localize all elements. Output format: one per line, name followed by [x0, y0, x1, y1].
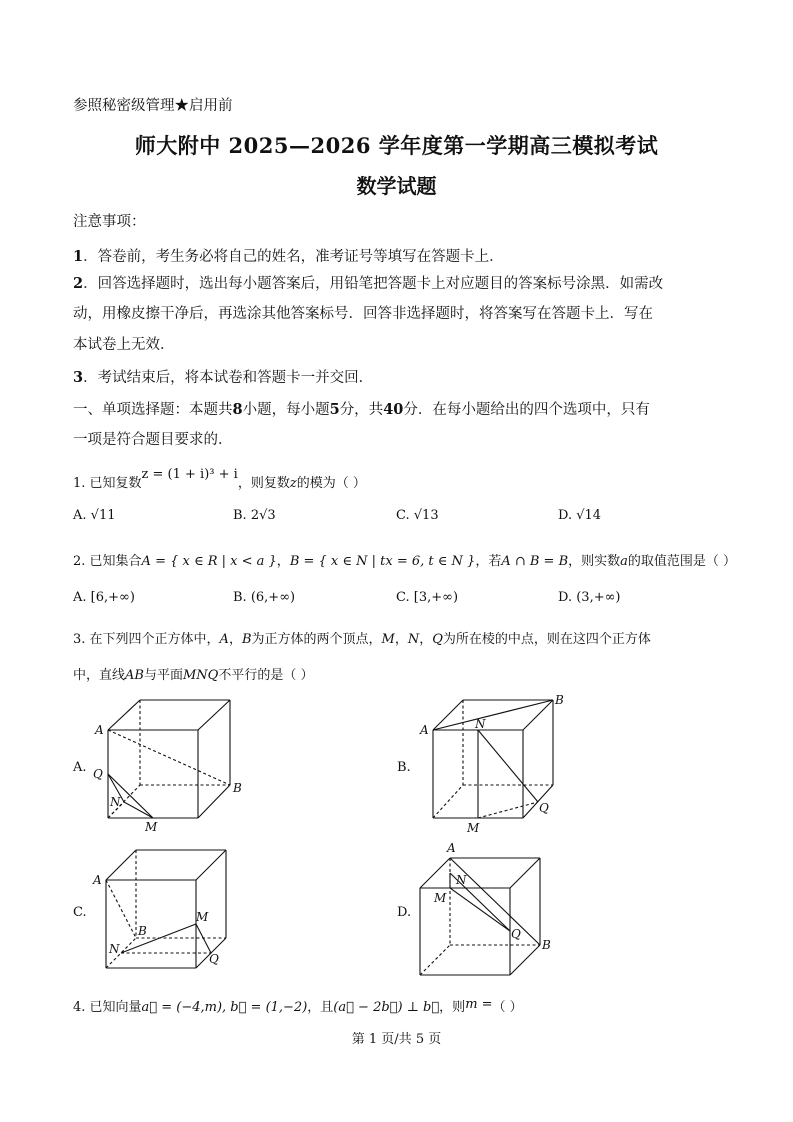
- notes-heading: 注意事项：: [73, 214, 146, 230]
- label-q: Q: [209, 952, 219, 966]
- question-2: 2. 已知集合A = { x ∈ R | x < a }，B = { x ∈ N | tx = 6, t ∈ N }，若A ∩ B = B，则实数a的取值范围是（ ）: [73, 554, 737, 569]
- q1-option-c[interactable]: C. √13: [396, 508, 439, 523]
- q3-option-d[interactable]: D.: [397, 905, 412, 920]
- label-m: M: [196, 910, 209, 924]
- q2-option-a[interactable]: A. [6,+∞): [73, 590, 135, 605]
- page-subtitle: 数学试题: [356, 174, 437, 198]
- note-2-line2: 动，用橡皮擦干净后，再选涂其他答案标号．回答非选择题时，将答案写在答题卡上．写在: [73, 306, 653, 322]
- label-a: A: [447, 841, 456, 855]
- q1-option-a[interactable]: A. √11: [73, 508, 116, 523]
- q3-option-b[interactable]: B.: [397, 760, 411, 775]
- q1-formula: z = (1 + i)³ + i: [141, 467, 238, 482]
- q1-option-b[interactable]: B. 2√3: [233, 508, 276, 523]
- cube-figure-d: [415, 840, 585, 985]
- note-2-line1: 2．回答选择题时，选出每小题答案后，用铅笔把答题卡上对应题目的答案标号涂黑．如需改: [73, 275, 664, 292]
- label-n: N: [110, 795, 121, 809]
- cube-figure-b: [415, 690, 585, 840]
- q3-option-c[interactable]: C.: [73, 905, 87, 920]
- label-a: A: [93, 873, 102, 887]
- label-m: M: [434, 891, 447, 905]
- label-q: Q: [539, 801, 549, 815]
- q2-option-d[interactable]: D. (3,+∞): [558, 590, 621, 605]
- question-4: 4. 已知向量a⃗ = (−4,m), b⃗ = (1,−2)，且(a⃗ − 2b⃗) ⊥ b⃗，则m =（ ）: [73, 997, 523, 1015]
- q1-option-d[interactable]: D. √14: [558, 508, 602, 523]
- question-1: 1. 已知复数z = (1 + i)³ + i，则复数z的模为（ ）: [73, 467, 366, 491]
- label-n: N: [475, 717, 486, 731]
- page-title: 师大附中 2025—2026 学年度第一学期高三模拟考试: [134, 133, 659, 158]
- label-a: A: [95, 723, 104, 737]
- label-b: B: [138, 924, 147, 938]
- label-b: B: [542, 938, 551, 952]
- q2-option-b[interactable]: B. (6,+∞): [233, 590, 296, 605]
- label-b: B: [555, 693, 564, 707]
- section-heading: 一、单项选择题：本题共8小题，每小题5分，共40分．在每小题给出的四个选项中，只有: [73, 401, 650, 418]
- section-heading-line2: 一项是符合题目要求的．: [73, 432, 233, 448]
- note-1: 1．答卷前，考生务必将自己的姓名，准考证号等填写在答题卡上．: [73, 248, 504, 265]
- q2-option-c[interactable]: C. [3,+∞): [396, 590, 459, 605]
- note-2-line3: 本试卷上无效．: [73, 337, 175, 353]
- question-3-line2: 中，直线AB与平面MNQ不平行的是（ ）: [73, 668, 314, 683]
- secret-level: 参照秘密级管理★启用前: [73, 98, 233, 114]
- note-3: 3．考试结束后，将本试卷和答题卡一并交回．: [73, 369, 374, 386]
- question-3-line1: 3. 在下列四个正方体中，A，B为正方体的两个顶点，M，N，Q为所在棱的中点，则在这四个正方体: [73, 632, 651, 647]
- page-number: 第 1 页/共 5 页: [351, 1032, 442, 1047]
- cube-figure-c: [88, 845, 258, 980]
- label-a: A: [420, 723, 429, 737]
- label-q: Q: [511, 927, 521, 941]
- label-m: M: [467, 821, 480, 835]
- q3-option-a[interactable]: A.: [73, 760, 87, 775]
- label-m: M: [145, 820, 158, 834]
- label-n: N: [109, 942, 120, 956]
- label-b: B: [233, 781, 242, 795]
- label-n: N: [456, 873, 467, 887]
- label-q: Q: [93, 767, 103, 781]
- cube-figure-a: [88, 690, 258, 840]
